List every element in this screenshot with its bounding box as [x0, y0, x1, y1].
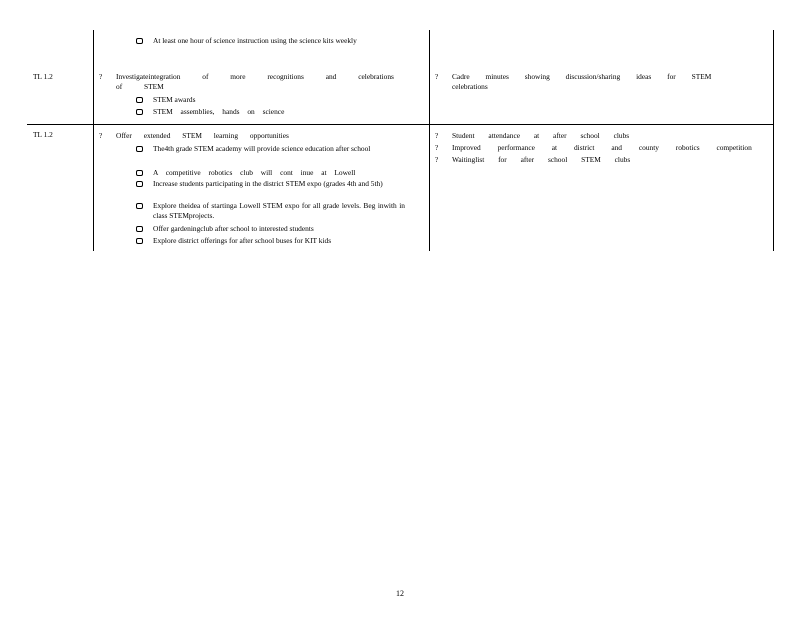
- strategy-sub-item: Increase students participating in the district STEM expo (grades 4th and 5th): [153, 179, 383, 188]
- circle-bullet-icon: [136, 226, 143, 232]
- strategy-sub-item: At least one hour of science instruction using the science kits weekly: [153, 36, 357, 45]
- measure-text: Improved performance at district and county robotics competition: [452, 143, 752, 152]
- circle-bullet-icon: [136, 38, 143, 44]
- measure-text: Student attendance at after school clubs: [452, 131, 630, 140]
- strategy-sub-item: A competitive robotics club will cont inue at Lowell: [153, 168, 356, 177]
- measure-text: Cadre minutes showing discussion/sharing ideas for STEM celebrations: [452, 72, 712, 91]
- strategy-sub-item: STEM assemblies, hands on science: [153, 107, 285, 116]
- table-border-right: [773, 30, 774, 251]
- strategy-sub-item: STEM awards: [153, 95, 196, 104]
- strategy-sub-item: The4th grade STEM academy will provide science education after school: [153, 144, 371, 153]
- row-divider: [27, 124, 774, 125]
- goal-code: TL 1.2: [33, 130, 53, 139]
- strategy-text: Offer extended STEM learning opportunities: [116, 131, 289, 140]
- measure-text: Waitinglist for after school STEM clubs: [452, 155, 631, 164]
- bullet-marker: ?: [99, 131, 103, 140]
- goal-code: TL 1.2: [33, 72, 53, 81]
- circle-bullet-icon: [136, 181, 143, 187]
- bullet-marker: ?: [435, 72, 439, 81]
- table-border-left: [93, 30, 94, 251]
- strategy-sub-item: Explore theidea of startinga Lowell STEM expo for all grade levels. Beg inwith in class STEMprojects.: [153, 201, 405, 220]
- strategy-sub-item: Offer gardeningclub after school to interested students: [153, 224, 314, 233]
- strategy-sub-item: Explore district offerings for after school buses for KIT kids: [153, 236, 332, 245]
- bullet-marker: ?: [435, 155, 439, 164]
- bullet-marker: ?: [435, 131, 439, 140]
- circle-bullet-icon: [136, 97, 143, 103]
- circle-bullet-icon: [136, 238, 143, 244]
- circle-bullet-icon: [136, 109, 143, 115]
- table-border-middle: [429, 30, 430, 251]
- circle-bullet-icon: [136, 203, 143, 209]
- strategy-text: Investigateintegration of more recognitions and celebrations of STEM: [116, 72, 394, 91]
- bullet-marker: ?: [99, 72, 103, 81]
- circle-bullet-icon: [136, 146, 143, 152]
- page-number: 12: [396, 589, 404, 598]
- circle-bullet-icon: [136, 170, 143, 176]
- bullet-marker: ?: [435, 143, 439, 152]
